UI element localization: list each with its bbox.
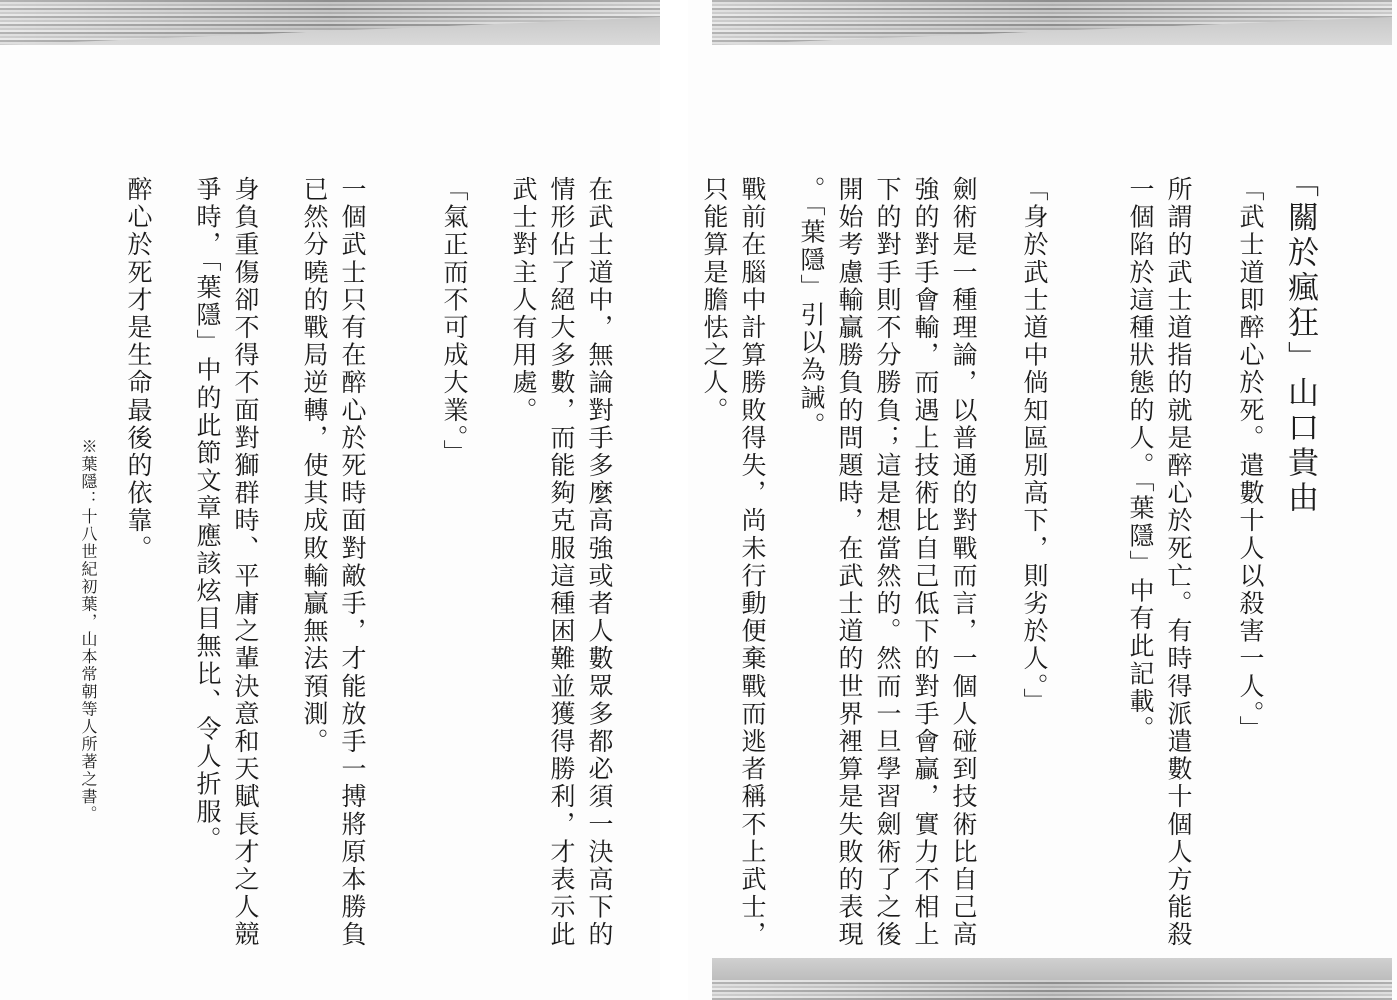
right-para2-line4: 開始考慮輸贏勝負的問題時，在武士道的世界裡算是失敗的表現 (835, 176, 864, 949)
left-page (0, 0, 688, 1000)
top-screentone-band (0, 0, 660, 45)
left-para1-line1: 在武士道中，無論對手多麼高強或者人數眾多都必須一決高下的 (585, 176, 614, 949)
right-page (688, 0, 1397, 1000)
left-para1-line3: 武士對主人有用處。 (509, 176, 538, 425)
footnote: ※葉隱：十八世紀初葉，山本常朝等人所著之書。 (79, 438, 98, 823)
bottom-screentone-band (712, 958, 1392, 1000)
top-screentone-band-right (712, 0, 1392, 45)
right-para3-line1: 戰前在腦中計算勝敗得失，尚未行動便棄戰而逃者稱不上武士， (738, 176, 767, 949)
left-para4-line1: 醉心於死才是生命最後的依靠。 (124, 176, 153, 563)
left-para3-line2: 爭時，「葉隱」中的此節文章應該炫目無比、令人折服。 (193, 176, 222, 854)
right-para1-line1: 所謂的武士道指的就是醉心於死亡。有時得派遣數十個人方能殺 (1164, 176, 1193, 949)
chapter-title: 「關於瘋狂」山口貴由 (1282, 166, 1318, 516)
right-para2-line2: 強的對手會輸，而遇上技術比自己低下的對手會贏，實力不相上 (911, 176, 940, 949)
left-para2-line2: 已然分曉的戰局逆轉，使其成敗輸贏無法預測。 (300, 176, 329, 756)
right-para2-line3: 下的對手則不分勝負；這是想當然的。然而一旦學習劍術了之後 (873, 176, 902, 949)
left-para1-line2: 情形佔了絕大多數，而能夠克服這種困難並獲得勝利，才表示此 (547, 176, 576, 949)
right-para2-line1: 劍術是一種理論，以普通的對戰而言，一個人碰到技術比自己高 (949, 176, 978, 949)
right-quote1: 「武士道即醉心於死。遣數十人以殺害一人。」 (1236, 176, 1265, 744)
right-para2-line5: 。「葉隱」引以為誡。 (797, 176, 826, 440)
left-quote: 「氣正而不可成大業。」 (440, 176, 469, 468)
left-para3-line1: 身負重傷卻不得不面對獅群時、平庸之輩決意和天賦長才之人競 (231, 176, 260, 949)
right-quote2: 「身於武士道中倘知區別高下，則劣於人。」 (1020, 176, 1049, 716)
left-para2-line1: 一個武士只有在醉心於死時面對敵手，才能放手一搏將原本勝負 (338, 176, 367, 949)
right-para1-line2: 一個陷於這種狀態的人。「葉隱」中有此記載。 (1126, 176, 1155, 744)
right-para3-line2: 只能算是膽怯之人。 (700, 176, 729, 425)
